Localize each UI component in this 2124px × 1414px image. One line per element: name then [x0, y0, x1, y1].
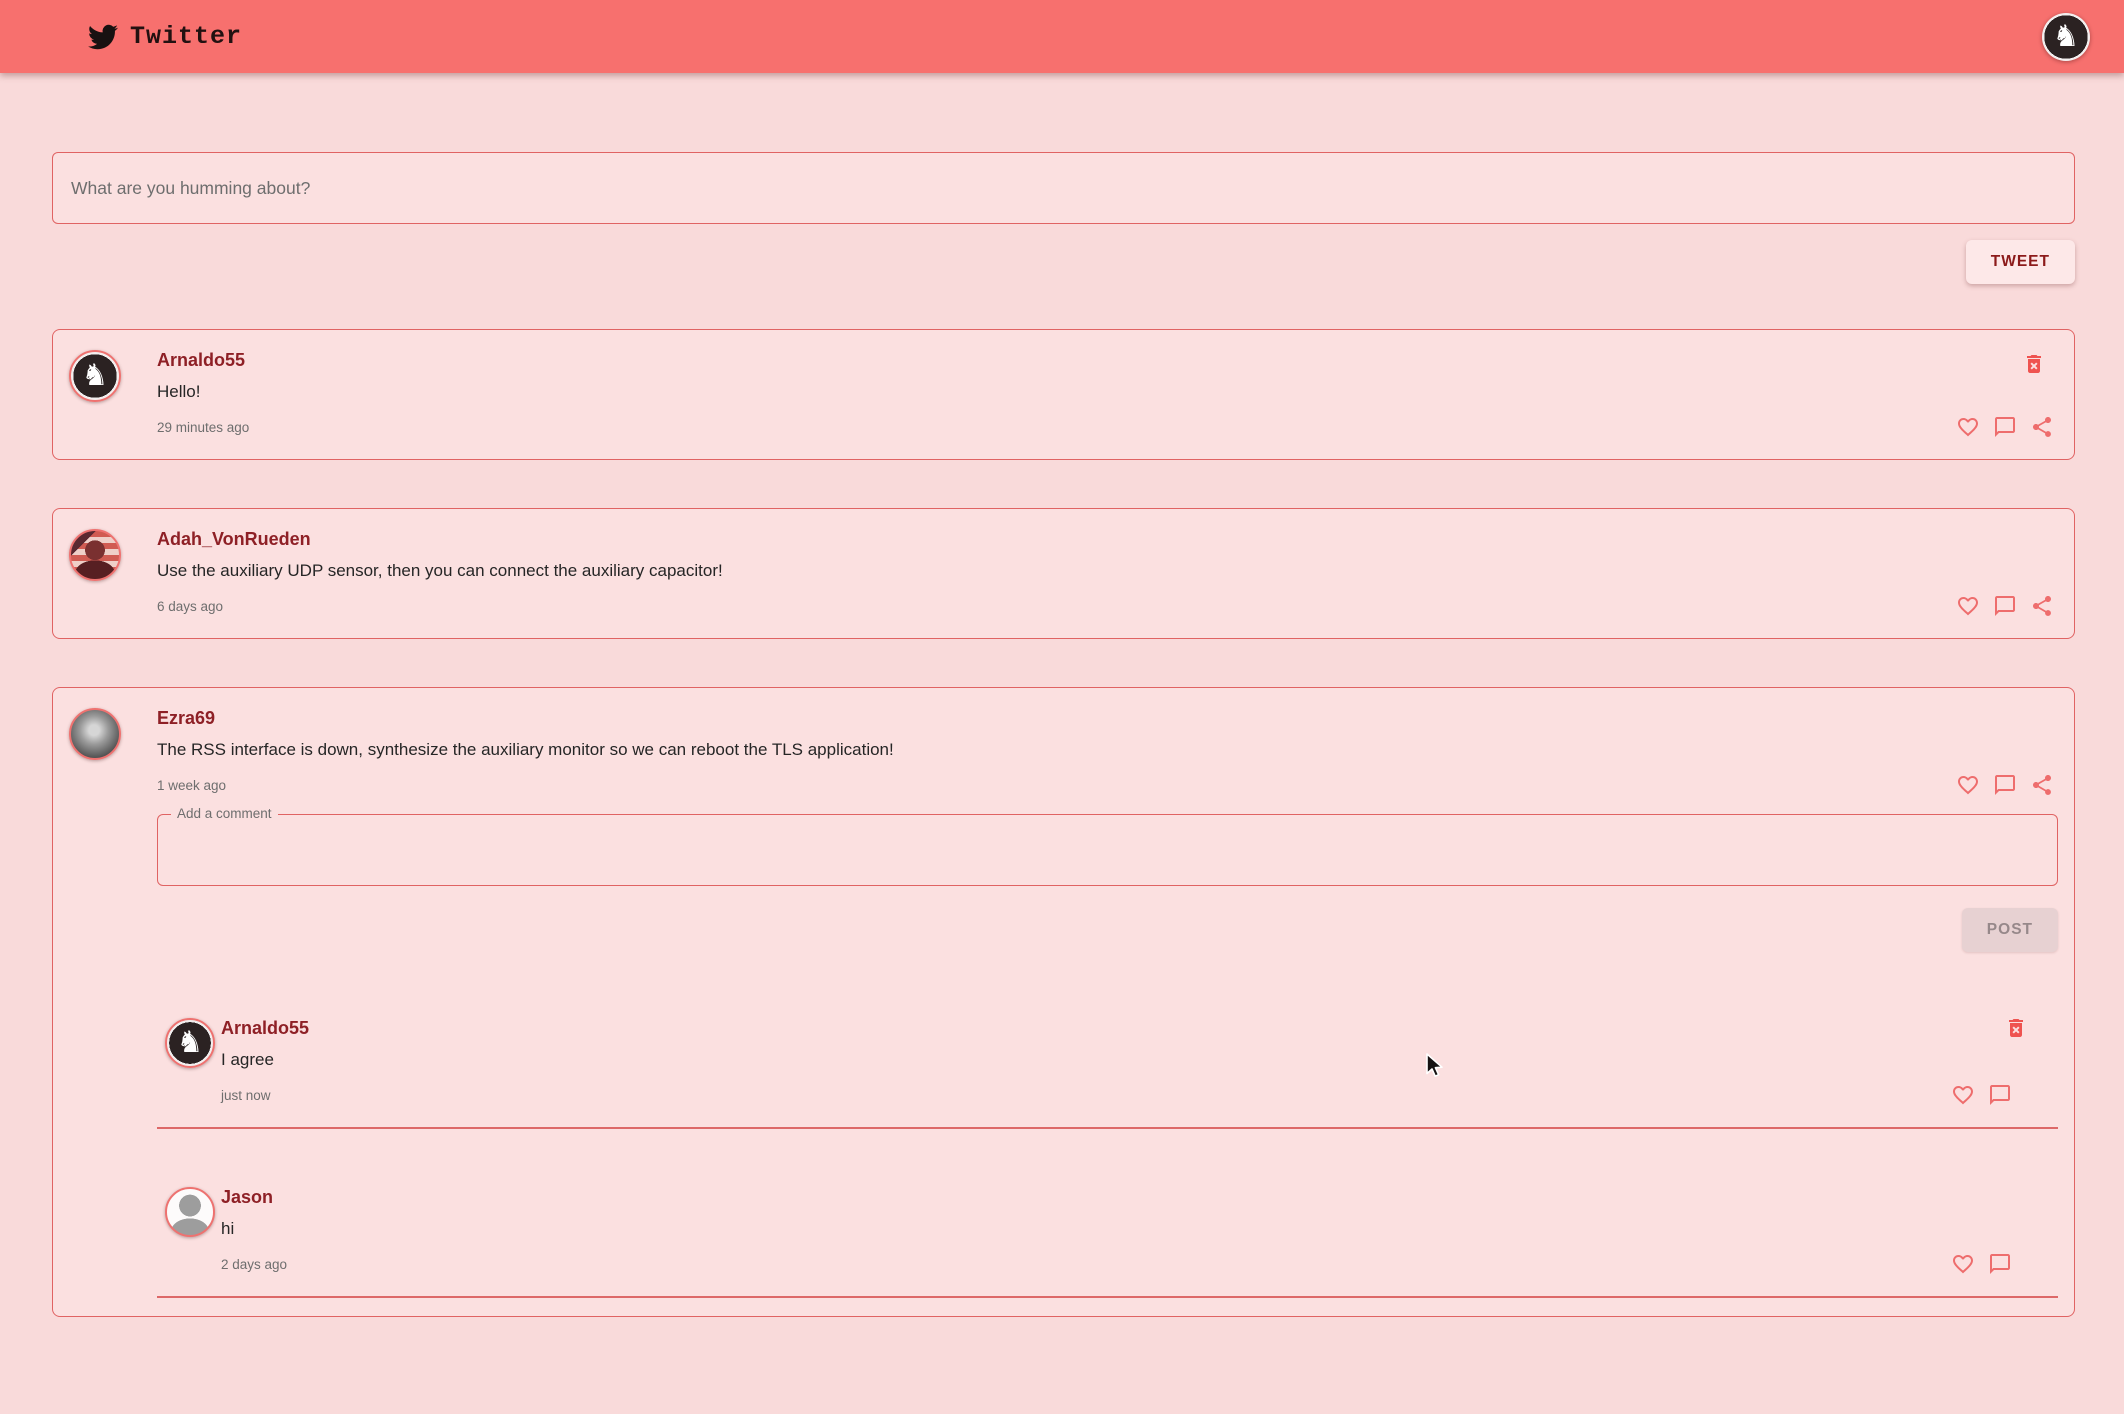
main-content	[52, 152, 2075, 1317]
comment-bubble-icon	[1993, 773, 2017, 797]
heart-outline-icon	[1956, 773, 1980, 797]
like-button[interactable]	[1956, 594, 1980, 618]
tweet-actions	[1956, 773, 2058, 797]
heart-outline-icon	[1951, 1252, 1975, 1276]
tweet-content: Use the auxiliary UDP sensor, then you can connect the auxiliary capacitor!	[157, 561, 723, 580]
comment-content: I agree	[221, 1050, 274, 1069]
comment-footer	[221, 1250, 2058, 1278]
tweet-timestamp: 1 week ago	[157, 777, 227, 793]
reply-button[interactable]	[1993, 594, 2017, 618]
tweet-body	[157, 708, 2058, 1298]
share-icon	[2030, 594, 2054, 618]
reply-button[interactable]	[1988, 1083, 2012, 1107]
comment-form-actions	[157, 908, 2058, 952]
header-bar	[0, 0, 2124, 73]
reply-button[interactable]	[1988, 1252, 2012, 1276]
comment-timestamp: 2 days ago	[221, 1256, 288, 1272]
comment-avatar	[165, 1018, 215, 1068]
comment-avatar	[165, 1187, 215, 1237]
tweet-avatar	[69, 350, 121, 402]
tweet-body	[157, 529, 2058, 620]
comment-bubble-icon	[1988, 1252, 2012, 1276]
tweet-actions	[1956, 415, 2058, 439]
horse-logo-glyph: ♞	[81, 358, 109, 393]
like-button[interactable]	[1951, 1252, 1975, 1276]
comments-list	[157, 1004, 2058, 1298]
comment-username: Arnaldo55	[221, 1018, 310, 1038]
tweet-timestamp: 6 days ago	[157, 598, 224, 614]
tweet-footer	[157, 771, 2058, 799]
delete-tweet-button[interactable]	[2022, 352, 2046, 376]
tweet-content: The RSS interface is down, synthesize the auxiliary monitor so we can reboot the TLS application!	[157, 740, 894, 759]
reply-button[interactable]	[1993, 773, 2017, 797]
tweet-username: Adah_VonRueden	[157, 529, 311, 549]
comment-bubble-icon	[1988, 1083, 2012, 1107]
heart-outline-icon	[1956, 594, 1980, 618]
comment-field	[157, 806, 2058, 886]
share-icon	[2030, 773, 2054, 797]
comment-username: Jason	[221, 1187, 274, 1207]
comment-bubble-icon	[1993, 594, 2017, 618]
delete-comment-button[interactable]	[2004, 1016, 2028, 1040]
share-button[interactable]	[2030, 773, 2054, 797]
tweet-card	[52, 329, 2075, 460]
comment-body	[221, 1187, 2058, 1278]
comment-item	[157, 1004, 2058, 1129]
twitter-bird-icon	[88, 22, 118, 52]
comment-item	[157, 1173, 2058, 1298]
heart-outline-icon	[1951, 1083, 1975, 1107]
like-button[interactable]	[1956, 773, 1980, 797]
tweet-actions	[1956, 594, 2058, 618]
horse-logo-glyph: ♞	[176, 1025, 204, 1060]
tweet-timestamp: 29 minutes ago	[157, 419, 250, 435]
comment-bubble-icon	[1993, 415, 2017, 439]
app-title: Twitter	[130, 22, 243, 51]
tweet-avatar	[69, 708, 121, 760]
share-button[interactable]	[2030, 594, 2054, 618]
delete-forever-icon	[2022, 352, 2046, 376]
comment-footer	[221, 1081, 2058, 1109]
tweet-avatar	[69, 529, 121, 581]
header-user-avatar[interactable]	[2042, 13, 2090, 61]
compose-tweet-input[interactable]	[52, 152, 2075, 224]
comment-timestamp: just now	[221, 1087, 271, 1103]
comment-content: hi	[221, 1219, 235, 1238]
tweet-card	[52, 687, 2075, 1317]
tweet-footer	[157, 592, 2058, 620]
tweet-footer	[157, 413, 2058, 441]
tweet-card	[52, 508, 2075, 639]
share-icon	[2030, 415, 2054, 439]
tweet-body	[157, 350, 2058, 441]
like-button[interactable]	[1956, 415, 1980, 439]
tweet-feed	[52, 329, 2075, 1317]
composer-actions	[52, 240, 2075, 284]
tweet-button[interactable]: TWEET	[1966, 240, 2075, 284]
tweet-content: Hello!	[157, 382, 201, 401]
horse-logo-glyph: ♞	[2052, 18, 2080, 54]
like-button[interactable]	[1951, 1083, 1975, 1107]
tweet-username: Arnaldo55	[157, 350, 246, 370]
comment-field-label: Add a comment	[171, 806, 278, 821]
comment-actions	[1951, 1083, 2058, 1107]
delete-forever-icon	[2004, 1016, 2028, 1040]
heart-outline-icon	[1956, 415, 1980, 439]
tweet-username: Ezra69	[157, 708, 216, 728]
post-comment-button[interactable]: POST	[1962, 908, 2058, 952]
comment-body	[221, 1018, 2058, 1109]
comment-input[interactable]	[158, 815, 2057, 885]
share-button[interactable]	[2030, 415, 2054, 439]
comment-actions	[1951, 1252, 2058, 1276]
reply-button[interactable]	[1993, 415, 2017, 439]
